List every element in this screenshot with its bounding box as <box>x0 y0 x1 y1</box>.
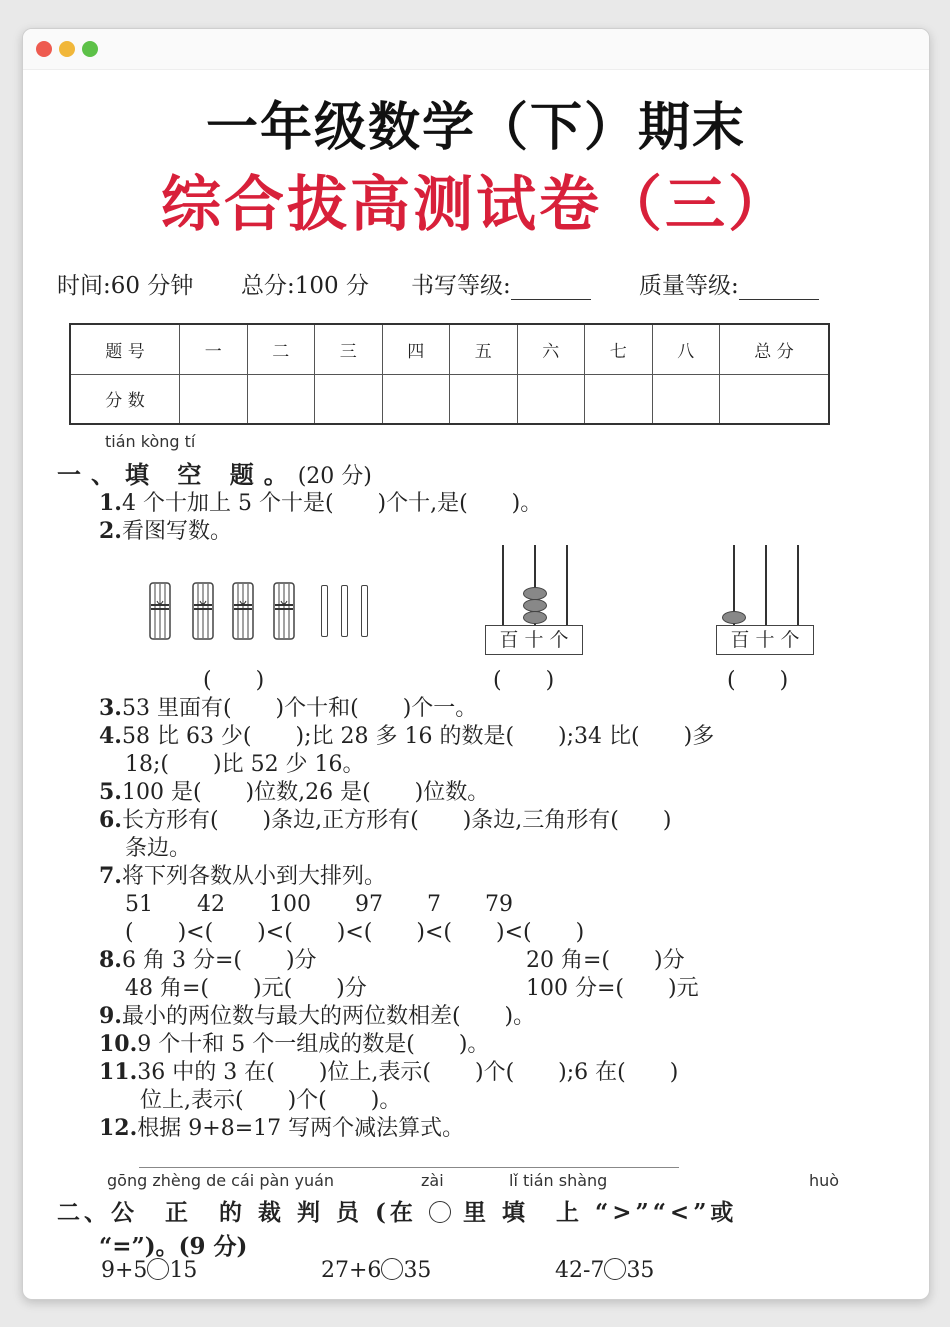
question-text: 根据 9+8=17 写两个减法算式。 <box>137 1116 465 1141</box>
score-header-cell: 三 <box>315 324 383 374</box>
compare-circle-blank[interactable] <box>381 1258 403 1280</box>
compare-circle-blank[interactable] <box>604 1258 626 1280</box>
abacus-rod <box>566 545 568 627</box>
question-9 <box>99 999 535 1030</box>
question-number: 5. <box>99 779 122 805</box>
picture-answer-2[interactable]: ( ) <box>493 668 555 693</box>
question-text: 36 中的 3 在( )位上,表示( )个( );6 在( ) <box>137 1060 679 1085</box>
question-number: 1. <box>99 490 122 516</box>
meta-writing <box>411 267 591 300</box>
question-number: 8. <box>99 947 122 973</box>
score-header-cell: 七 <box>585 324 653 374</box>
meta-total: 总分:100 分 <box>241 273 369 299</box>
question-number: 9. <box>99 1003 122 1029</box>
compare-expression-3 <box>555 1258 654 1283</box>
section2-pinyin-d: huò <box>809 1171 840 1190</box>
score-cell[interactable] <box>315 374 383 424</box>
maximize-window-button[interactable] <box>82 41 98 57</box>
score-cell[interactable] <box>180 374 248 424</box>
expr-left: 9+5 <box>101 1258 148 1283</box>
score-cell[interactable] <box>247 374 315 424</box>
question-3 <box>99 691 477 722</box>
question-text: 最小的两位数与最大的两位数相差( )。 <box>121 1004 536 1029</box>
question-number: 7. <box>99 863 122 889</box>
question-text: 9 个十和 5 个一组成的数是( )。 <box>137 1032 490 1057</box>
question-6-cont: 条边。 <box>125 836 192 861</box>
meta-quality <box>639 267 819 300</box>
stick-bundle-icon <box>273 581 295 641</box>
question-7-numbers: 51 42 100 97 7 79 <box>125 892 513 917</box>
compare-expression-2 <box>321 1258 431 1283</box>
compare-circle-blank[interactable] <box>147 1258 169 1280</box>
question-4 <box>99 719 714 750</box>
section1-heading <box>57 455 372 490</box>
abacus-rod <box>765 545 767 627</box>
section2-heading-cont: “=”)。(9 分) <box>99 1233 248 1260</box>
single-stick-icon <box>361 585 368 637</box>
abacus-place-label: 百 十 个 <box>485 625 583 655</box>
score-header-cell: 八 <box>652 324 720 374</box>
section1-pinyin: tián kòng tí <box>105 432 196 451</box>
abacus-place-label: 百 十 个 <box>716 625 814 655</box>
stick-bundle-icon <box>232 581 254 641</box>
document-window <box>22 28 930 1300</box>
picture-answer-1[interactable]: ( ) <box>203 668 265 693</box>
abacus-bead <box>722 611 746 624</box>
question-8a <box>99 943 317 974</box>
expr-right: 15 <box>169 1258 198 1283</box>
stick-bundle-icon <box>192 581 214 641</box>
question-text: 4 个十加上 5 个十是( )个十,是( )。 <box>121 491 543 516</box>
question-4-cont: 18;( )比 52 少 16。 <box>125 752 365 777</box>
question-12 <box>99 1111 464 1142</box>
score-cell[interactable] <box>382 374 450 424</box>
question-number: 11. <box>99 1059 138 1085</box>
section2-heading-text-b: 里 填 上 “>”“<”或 <box>462 1199 738 1226</box>
score-cell[interactable] <box>585 374 653 424</box>
score-header-row <box>70 324 829 374</box>
score-cell[interactable] <box>720 374 830 424</box>
score-value-row <box>70 374 829 424</box>
question-10 <box>99 1027 489 1058</box>
meta-writing-label: 书写等级: <box>411 273 511 299</box>
expr-left: 27+6 <box>321 1258 382 1283</box>
picture-answer-3[interactable]: ( ) <box>727 668 789 693</box>
score-cell[interactable] <box>517 374 585 424</box>
question-8b: 20 角=( )分 <box>526 948 685 973</box>
question-text: 看图写数。 <box>121 519 232 544</box>
writing-grade-blank[interactable] <box>511 275 591 300</box>
minimize-window-button[interactable] <box>59 41 75 57</box>
score-header-cell: 四 <box>382 324 450 374</box>
title-line-2: 综合拔高测试卷（三） <box>161 170 791 240</box>
expr-left: 42-7 <box>555 1258 605 1283</box>
section2-pinyin-b: zài <box>421 1171 444 1190</box>
question-text: 将下列各数从小到大排列。 <box>121 864 386 889</box>
quality-grade-blank[interactable] <box>739 275 819 300</box>
single-stick-icon <box>321 585 328 637</box>
question-8d: 100 分=( )元 <box>526 976 699 1001</box>
abacus-rod <box>797 545 799 627</box>
score-header-cell: 一 <box>180 324 248 374</box>
question-number: 12. <box>99 1115 138 1141</box>
question-number: 3. <box>99 695 122 721</box>
question-11-cont: 位上,表示( )个( )。 <box>140 1088 402 1113</box>
score-header-cell: 题 号 <box>70 324 180 374</box>
abacus-figure-2 <box>716 545 816 655</box>
compare-expression-1 <box>101 1258 197 1283</box>
question-text: 100 是( )位数,26 是( )位数。 <box>121 780 490 805</box>
score-header-cell: 二 <box>247 324 315 374</box>
question-5 <box>99 775 489 806</box>
score-cell[interactable] <box>450 374 518 424</box>
window-titlebar <box>23 29 929 70</box>
question-1 <box>99 486 542 517</box>
question-number: 10. <box>99 1031 138 1057</box>
question-number: 2. <box>99 518 122 544</box>
question-7-blanks: ( )<( )<( )<( )<( )<( ) <box>125 920 585 945</box>
question-8c: 48 角=( )元( )分 <box>125 976 367 1001</box>
question-7 <box>99 859 386 890</box>
question-text: 53 里面有( )个十和( )个一。 <box>121 696 478 721</box>
question-number: 6. <box>99 807 122 833</box>
question-2 <box>99 514 232 545</box>
circle-blank-icon <box>429 1201 451 1223</box>
section2-heading-text-a: 二、公 正 的 裁 判 员 (在 <box>57 1199 417 1226</box>
single-stick-icon <box>341 585 348 637</box>
divider-line <box>139 1167 679 1168</box>
stick-bundle-icon <box>149 581 171 641</box>
meta-quality-label: 质量等级: <box>639 273 739 299</box>
abacus-figure-1 <box>485 545 585 655</box>
score-header-cell: 五 <box>450 324 518 374</box>
question-6 <box>99 803 671 834</box>
expr-right: 35 <box>626 1258 655 1283</box>
score-table <box>69 323 830 425</box>
abacus-rod <box>502 545 504 627</box>
meta-time: 时间:60 分钟 <box>57 273 194 299</box>
expr-right: 35 <box>403 1258 432 1283</box>
section1-heading-text: 一、填 空 题。 <box>57 460 298 489</box>
section2-heading <box>57 1194 737 1227</box>
title-line-1: 一年级数学（下）期末 <box>205 98 746 158</box>
question-text: 长方形有( )条边,正方形有( )条边,三角形有( ) <box>121 808 672 833</box>
question-11 <box>99 1055 678 1086</box>
question-text: 58 比 63 少( );比 28 多 16 的数是( );34 比( )多 <box>121 724 715 749</box>
score-header-cell: 总 分 <box>720 324 830 374</box>
score-cell[interactable] <box>652 374 720 424</box>
question-number: 4. <box>99 723 122 749</box>
section1-points: (20 分) <box>297 464 372 489</box>
close-window-button[interactable] <box>36 41 52 57</box>
question-text: 6 角 3 分=( )分 <box>121 948 317 973</box>
score-row-label: 分 数 <box>70 374 180 424</box>
section2-pinyin-c: lǐ tián shàng <box>509 1171 608 1190</box>
score-header-cell: 六 <box>517 324 585 374</box>
abacus-bead <box>523 611 547 624</box>
section2-pinyin-a: gōng zhèng de cái pàn yuán <box>107 1171 335 1190</box>
